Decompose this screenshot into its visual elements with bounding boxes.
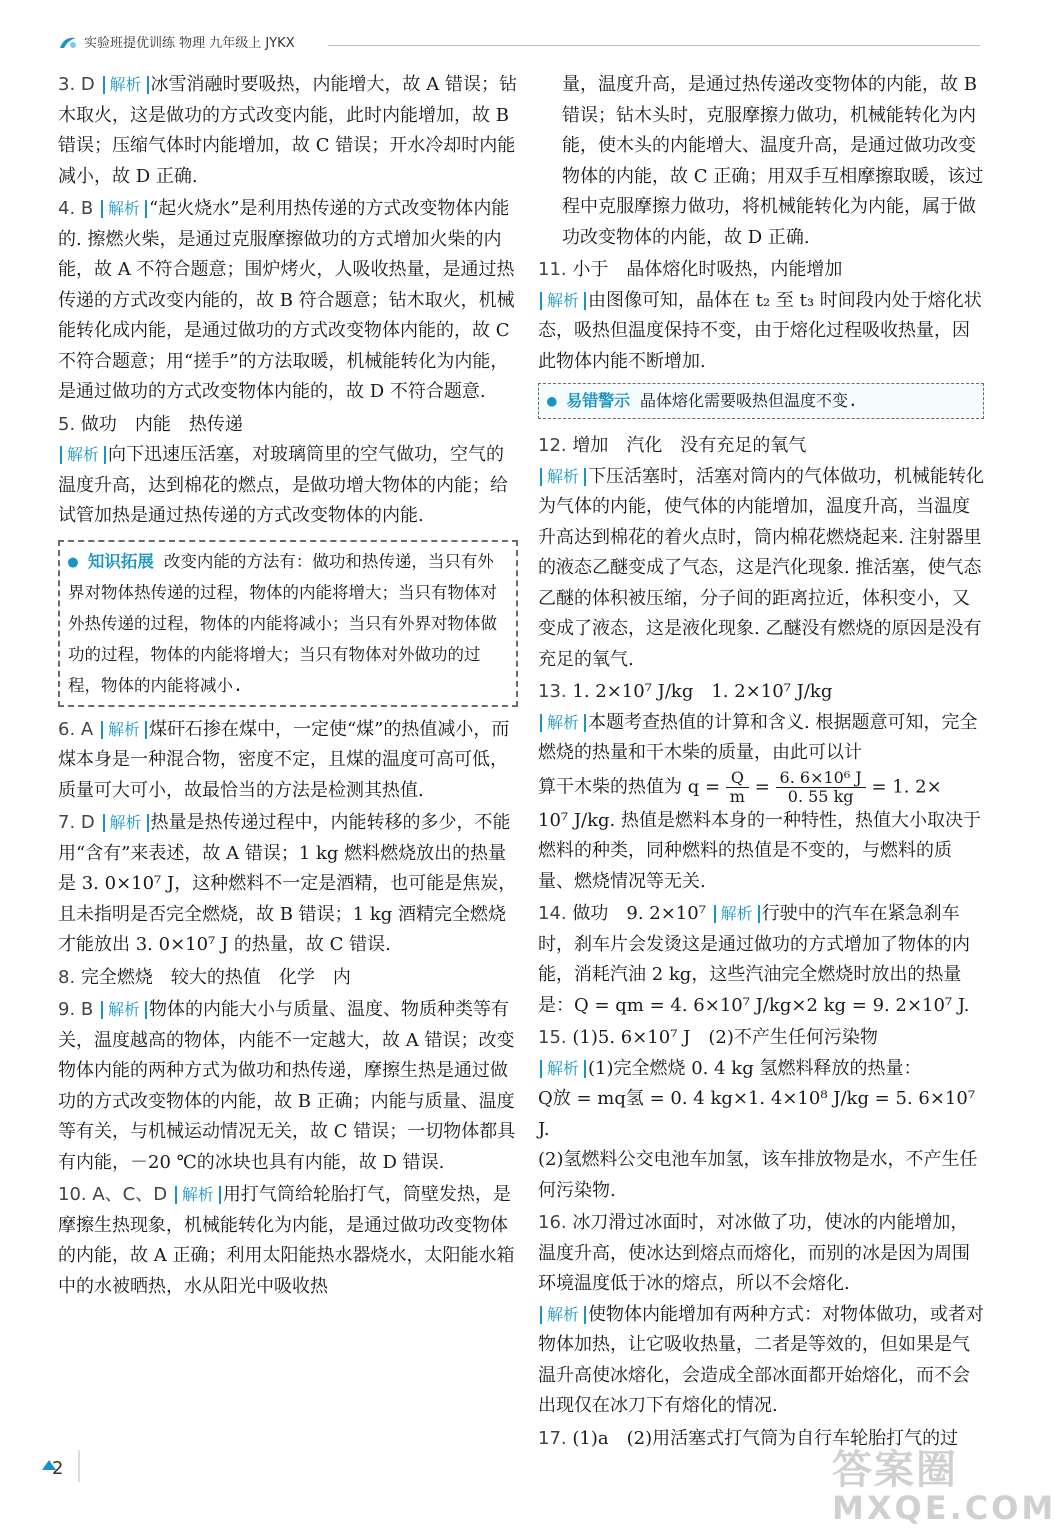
analysis-text: 本题考查热值的计算和含义. 根据题意可知，完全燃烧的热量和干木柴的质量，由此可以计 xyxy=(538,711,978,763)
formula-prefix: 算干木柴的热值为 q = xyxy=(538,776,721,797)
formula-result: = 1. 2× xyxy=(871,776,942,797)
question-number: 8. xyxy=(58,966,76,988)
question-number: 15. xyxy=(538,1027,567,1048)
question-9 xyxy=(58,995,518,1178)
denominator: 0. 55 kg xyxy=(787,786,854,806)
analysis-tag: 解析 xyxy=(540,1306,586,1324)
question-number: 11. xyxy=(538,259,567,280)
question-16 xyxy=(538,1208,984,1422)
analysis-tag: 解析 xyxy=(175,1186,221,1204)
question-10 xyxy=(58,1180,518,1302)
analysis-text: 10⁷ J/kg. 热值是燃料本身的一种特性，热值大小取决于燃料的种类，同种燃料的热值是不变的，与燃料的质量、燃烧情况等无关. xyxy=(538,809,981,892)
fraction-values xyxy=(776,769,866,806)
numerator: Q xyxy=(726,769,749,788)
fraction-q-over-m xyxy=(726,769,749,806)
analysis-text: 冰雪消融时要吸热，内能增大，故 A 错误；钻木取火，这是做功的方式改变内能，此时内能增加，故 B 错误；压缩气体时内能增加，故 C 错误；开水冷却时内能减小，故 D 正确. xyxy=(58,74,517,187)
question-number: 4. B xyxy=(58,198,94,219)
question-4 xyxy=(58,194,518,408)
analysis-text: 由图像可知，晶体在 t₂ 至 t₃ 时间段内处于熔化状态，吸热但温度保持不变，由于熔化过程吸收热量，因此物体内能不断增加. xyxy=(538,289,982,372)
left-column xyxy=(58,70,518,1304)
analysis-text: 用打气筒给轮胎打气，筒壁发热，是摩擦生热现象，机械能转化为内能，是通过做功改变物体的内能，故 A 正确；利用太阳能热水器烧水，太阳能水箱中的水被晒热，水从阳光中吸收热 xyxy=(58,1184,515,1297)
analysis-text: Q放 = mq氢 = 0. 4 kg×1. 4×10⁸ J/kg = 5. 6×10⁷ J. xyxy=(538,1088,976,1140)
knowledge-title: 知识拓展 xyxy=(87,551,154,571)
analysis-tag: 解析 xyxy=(103,814,149,832)
question-13 xyxy=(538,677,984,897)
analysis-tag: 解析 xyxy=(540,468,586,486)
question-number: 3. D xyxy=(58,74,95,95)
question-number: 14. xyxy=(538,903,567,924)
watermark xyxy=(832,1447,1056,1527)
analysis-text: (2)氢燃料公交电池车加氢，该车排放物是水，不产生任何污染物. xyxy=(538,1149,978,1201)
answer-text: 小于 晶体熔化时吸热，内能增加 xyxy=(572,259,843,280)
right-column xyxy=(538,70,984,1456)
question-number: 7. D xyxy=(58,812,95,833)
question-6 xyxy=(58,715,518,807)
question-number: 16. xyxy=(538,1212,567,1233)
analysis-text: 下压活塞时，活塞对筒内的气体做功，机械能转化为气体的内能，使气体的内能增加，温度升高，当温度升高达到棉花的着火点时，筒内棉花燃烧起来. 注射器里的液态乙醚变成了气态，这是汽化现象. 推活塞，使气态乙醚的体积被压缩，分子间的距离拉近，体积变小，又变成了液态，这是液化现象. 乙醚没有燃烧的原因是没有充足的氧气. xyxy=(538,465,985,670)
analysis-tag: 解析 xyxy=(101,1001,147,1019)
question-5 xyxy=(58,410,518,532)
question-15 xyxy=(538,1023,984,1206)
answer-text: (1)a (2)用活塞式打气筒为自行车轮胎打气的过 xyxy=(572,1427,959,1449)
watermark-bottom: MXQE.COM xyxy=(832,1489,1056,1527)
analysis-text: 物体的内能大小与质量、温度、物质种类等有关，温度越高的物体，内能不一定越大，故 A 错误；改变物体内能的两种方式为做功和热传递，摩擦生热是通过做功的方式改变物体的内能，故 B 正确；内能与质量、温度等有关，与机械运动情况无关，故 C 错误；一切物体都具有内能，－20 ℃的冰块也具有内能，故 D 错误. xyxy=(58,999,516,1173)
question-number: 5. xyxy=(58,413,76,435)
answer-text: (1)5. 6×10⁷ J (2)不产生任何污染物 xyxy=(572,1027,878,1048)
analysis-text: 热量是热传递过程中，内能转移的多少，不能用“含有”来表述，故 A 错误；1 kg 燃料燃烧放出的热量是 3. 0×10⁷ J，这种燃料不一定是酒精，也可能是焦炭，且未指明是否完全燃烧，故 B 错误；1 kg 酒精完全燃烧才能放出 3. 0×10⁷ J 的热量，故 C 错误. xyxy=(58,812,517,955)
warning-text: 晶体熔化需要吸热但温度不变. xyxy=(639,391,858,410)
page-number-divider xyxy=(78,1450,80,1482)
analysis-text: (1)完全燃烧 0. 4 kg 氢燃料释放的热量： xyxy=(588,1057,922,1079)
answer-text: 做功 9. 2×10⁷ xyxy=(572,903,706,924)
knowledge-box xyxy=(58,540,518,707)
warning-box xyxy=(538,383,984,419)
question-14 xyxy=(538,899,984,1021)
analysis-tag: 解析 xyxy=(540,714,586,732)
analysis-tag: 解析 xyxy=(540,292,586,310)
question-number: 10. A、C、D xyxy=(58,1184,168,1205)
question-11 xyxy=(538,255,984,377)
analysis-text: 使物体内能增加有两种方式：对物体做功，或者对物体加热，让它吸收热量，二者是等效的，但如果是气温升高使冰熔化，会造成全部冰面都开始熔化，而不会出现仅在冰刀下有熔化的情况. xyxy=(538,1303,985,1416)
analysis-tag: 解析 xyxy=(103,76,149,94)
formula-line xyxy=(538,769,984,806)
question-number: 13. xyxy=(538,681,567,702)
equals-sign: = xyxy=(754,776,770,797)
question-12 xyxy=(538,431,984,675)
knowledge-text: 改变内能的方法有：做功和热传递，当只有外界对物体热传递的过程，物体的内能将增大；当只有物体对外热传递的过程，物体的内能将减小；当只有外界对物体做功的过程，物体的内能将增大；当只有物体对外做功的过程，物体的内能将减小. xyxy=(68,551,497,695)
warning-title: 易错警示 xyxy=(566,391,631,410)
watermark-top: 答案圈 xyxy=(832,1447,958,1493)
analysis-tag: 解析 xyxy=(101,200,147,218)
analysis-text: 煤矸石掺在煤中，一定使“煤”的热值减小，而煤本身是一种混合物，密度不定，且煤的温度可高可低，质量可大可小，故最恰当的方法是检测其热值. xyxy=(58,718,510,801)
answer-text: 增加 汽化 没有充足的氧气 xyxy=(572,435,807,456)
question-8 xyxy=(58,963,518,994)
answer-text: 1. 2×10⁷ J/kg 1. 2×10⁷ J/kg xyxy=(572,681,833,702)
analysis-text: 量，温度升高，是通过热传递改变物体的内能，故 B 错误；钻木头时，克服摩擦力做功，机械能转化为内能，使木头的内能增大、温度升高，是通过做功改变物体的内能，故 C 正确；用双手互相摩擦取暖，该过程中克服摩擦力做功，将机械能转化为内能，属于做功改变物体的内能，故 D 正确. xyxy=(562,74,984,248)
question-number: 6. A xyxy=(58,718,94,740)
answer-text: 完全燃烧 较大的热值 化学 内 xyxy=(80,966,351,988)
question-7 xyxy=(58,808,518,961)
denominator: m xyxy=(729,786,745,806)
question-3 xyxy=(58,70,518,192)
analysis-tag: 解析 xyxy=(540,1060,586,1078)
question-number: 12. xyxy=(538,435,567,456)
book-logo-icon xyxy=(58,34,78,50)
header-title: 实验班提优训练 物理 九年级上 JYKX xyxy=(84,36,295,51)
analysis-text: 向下迅速压活塞，对玻璃筒里的空气做功，空气的温度升高，达到棉花的燃点，是做功增大物体的内能；给试管加热是通过热传递的方式改变物体的内能. xyxy=(58,444,508,526)
analysis-tag: 解析 xyxy=(101,721,147,739)
analysis-tag: 解析 xyxy=(714,905,760,923)
bullet-icon: ● xyxy=(547,391,557,410)
bullet-icon: ● xyxy=(68,551,78,571)
page-header xyxy=(58,32,980,58)
question-number: 9. B xyxy=(58,999,94,1020)
numerator: 6. 6×10⁶ J xyxy=(776,769,866,788)
analysis-tag: 解析 xyxy=(60,446,106,464)
header-rule xyxy=(328,45,980,46)
answer-text: 做功 内能 热传递 xyxy=(80,413,243,435)
question-10-continued xyxy=(538,70,984,253)
analysis-text: “起火烧水”是利用热传递的方式改变物体内能的. 擦燃火柴，是通过克服摩擦做功的方式增加火柴的内能，故 A 不符合题意；围炉烤火，人吸收热量，是通过热传递的方式改变内能的，故 B 符合题意；钻木取火，机械能转化成内能，是通过做功的方式改变物体内能的，故 C 不符合题意；用“搓手”的方法取暖，机械能转化为内能，是通过做功的方式改变物体内能的，故 D 不符合题意. xyxy=(58,198,515,402)
question-number: 17. xyxy=(538,1427,567,1449)
answer-text: 冰刀滑过冰面时，对冰做了功，使冰的内能增加，温度升高，使冰达到熔点而熔化，而别的冰是因为周围环境温度低于冰的熔点，所以不会熔化. xyxy=(538,1212,970,1294)
page-number: 2 xyxy=(52,1458,64,1479)
analysis-text: 行驶中的汽车在紧急刹车时，刹车片会发烫这是通过做功的方式增加了物体的内能，消耗汽油 2 kg，这些汽油完全燃烧时放出的热量是：Q = qm = 4. 6×10⁷ J/kg×2 kg = 9. 2×10⁷ J. xyxy=(538,903,970,1016)
